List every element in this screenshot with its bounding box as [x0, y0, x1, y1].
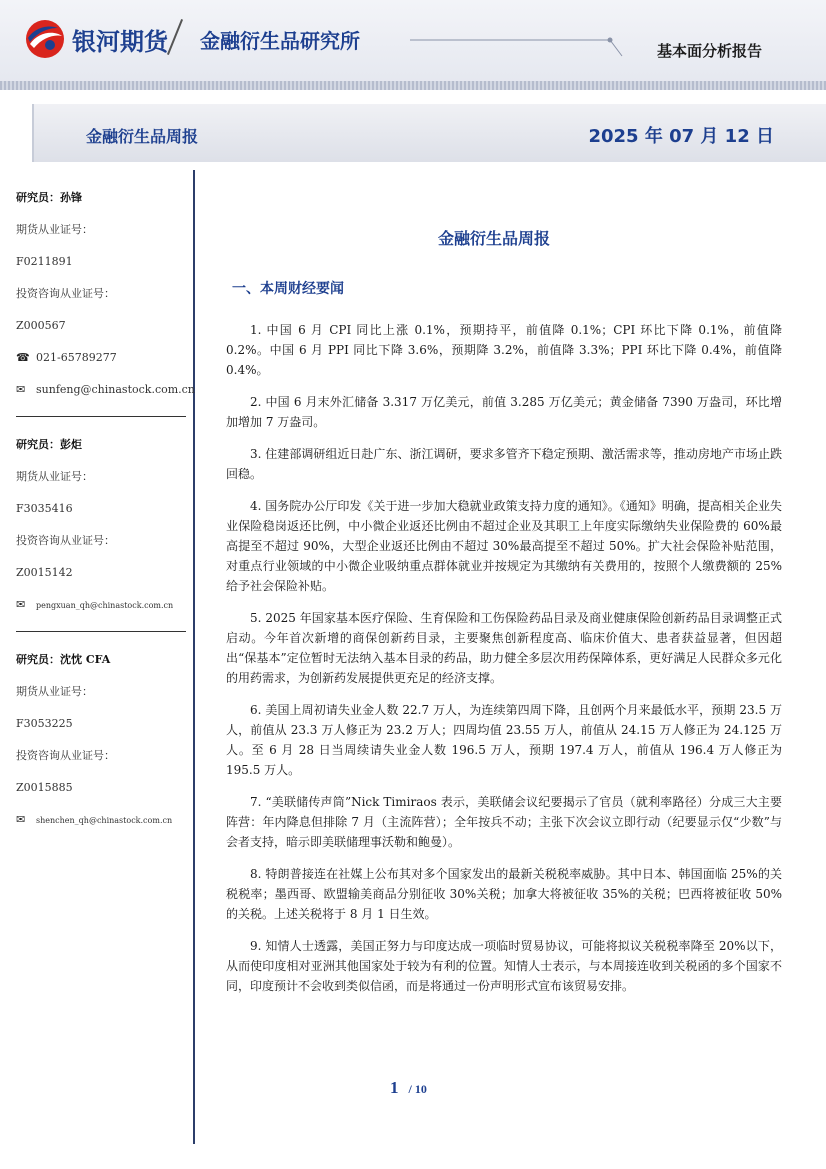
header-stripe: [0, 81, 826, 90]
news-list: [226, 320, 782, 1008]
analyst-name: 研究员：沈忱 CFA: [16, 653, 111, 666]
envelope-icon: ✉: [16, 813, 26, 826]
analyst-card: [16, 650, 188, 842]
envelope-icon: ✉: [16, 598, 26, 611]
analyst-separator: [16, 416, 186, 417]
analyst-name: 研究员：孙锋: [16, 191, 82, 204]
report-series-title: 金融衍生品周报: [86, 127, 199, 146]
envelope-icon: ✉: [16, 383, 26, 396]
invest-cert: Z000567: [16, 319, 66, 332]
news-paragraph: 9. 知情人士透露，美国正努力与印度达成一项临时贸易协议，可能将拟议关税税率降至 20%以下，从而使印度相对亚洲其他国家处于较为有利的位置。知情人士表示，与本周接连收到关税函的多个国家不同，印度预计不会收到类似信函，而是将通过一份声明形式宣布该贸易安排。: [226, 939, 782, 993]
news-paragraph: 5. 2025 年国家基本医疗保险、生育保险和工伤保险药品目录及商业健康保险创新药品目录调整正式启动。今年首次新增的商保创新药目录，主要聚焦创新程度高、临床价值大、患者获益显著，但因超出“保基本”定位暂时无法纳入基本目录的药品，助力健全多层次用药保障体系，更好满足人民群众多元化的用药需求，为创新药发展提供更充足的经济支撑。: [226, 611, 782, 685]
analyst-card: [16, 435, 188, 632]
total-pages: / 10: [408, 1082, 427, 1096]
news-paragraph: 8. 特朗普接连在社媒上公布其对多个国家发出的最新关税税率威胁。其中日本、韩国面临 25%的关税税率；墨西哥、欧盟输美商品分别征收 30%关税；加拿大将被征收 35%的关税；巴西将被征收 50%的关税。上述关税将于 8 月 1 日生效。: [226, 867, 782, 921]
news-paragraph: 1. 中国 6 月 CPI 同比上涨 0.1%，预期持平，前值降 0.1%；CPI 环比下降 0.1%，前值降 0.2%。中国 6 月 PPI 同比下降 3.6%，预期降 3.2%，前值降 3.3%；PPI 环比下降 0.4%，前值降 0.4%。: [226, 323, 782, 377]
phone-icon: ☎: [16, 351, 30, 364]
news-paragraph: 4. 国务院办公厅印发《关于进一步加大稳就业政策支持力度的通知》。《通知》明确，提高相关企业失业保险稳岗返还比例，中小微企业返还比例由不超过企业及其职工上年度实际缴纳失业保险费的 60%最高提至不超过 90%，大型企业返还比例由不超过 30%最高提至不超过 50%。扩大社会保险补贴范围，对重点行业领域的中小微企业吸纳重点群体就业并按规定为其缴纳有关费用的，按照个人缴费额的 25%给予社会保险补贴。: [226, 499, 782, 593]
sidebar-divider: [193, 170, 195, 1144]
futures-cert-label: 期货从业证号：: [16, 223, 93, 236]
invest-cert-label: 投资咨询从业证号：: [16, 749, 115, 762]
invest-cert-label: 投资咨询从业证号：: [16, 534, 115, 547]
news-paragraph: 6. 美国上周初请失业金人数 22.7 万人，为连续第四周下降，且创两个月来最低水平，预期 23.5 万人，前值从 23.3 万人修正为 23.2 万人；四周均值 23.55 万人，前值从 24.15 万人修正为 24.125 万人。至 6 月 28 日当周续请失业金人数 196.5 万人，预期 197.4 万人，前值从 196.4 万人修正为 195.5 万人。: [226, 703, 782, 777]
header-decoration: [410, 18, 630, 58]
document-title: 金融衍生品周报: [437, 229, 550, 248]
news-paragraph: 3. 住建部调研组近日赴广东、浙江调研，要求多管齐下稳定预期、激活需求等，推动房地产市场止跌回稳。: [226, 447, 782, 481]
futures-cert-label: 期货从业证号：: [16, 470, 93, 483]
page-number: [390, 1078, 427, 1098]
invest-cert: Z0015885: [16, 781, 73, 794]
news-paragraph: 2. 中国 6 月末外汇储备 3.317 万亿美元，前值 3.285 万亿美元；黄金储备 7390 万盎司，环比增加增加 7 万盎司。: [226, 395, 782, 429]
futures-cert-label: 期货从业证号：: [16, 685, 93, 698]
report-date: 2025 年 07 月 12 日: [588, 126, 774, 147]
main-content: [226, 226, 782, 993]
current-page: 1: [390, 1078, 399, 1097]
email-row: [16, 810, 188, 842]
galaxy-logo-icon: [24, 18, 66, 60]
email-row: [16, 380, 195, 412]
header-divider: [167, 19, 183, 55]
email-link[interactable]: sunfeng@chinastock.com.cn: [36, 383, 195, 396]
futures-cert: F3053225: [16, 717, 73, 730]
phone-row: [16, 348, 188, 380]
analyst-card: [16, 188, 195, 417]
invest-cert-label: 投资咨询从业证号：: [16, 287, 115, 300]
institute-name: 金融衍生品研究所: [200, 29, 360, 53]
analyst-sidebar: [16, 188, 195, 842]
email-link[interactable]: pengxuan_qh@chinastock.com.cn: [36, 601, 174, 610]
email-link[interactable]: shenchen_qh@chinastock.com.cn: [36, 816, 173, 825]
report-type: 基本面分析报告: [656, 42, 762, 60]
analyst-name: 研究员：彭炬: [16, 438, 82, 451]
analyst-separator: [16, 631, 186, 632]
title-band: [32, 104, 826, 162]
brand-name: 银河期货: [72, 28, 168, 56]
invest-cert: Z0015142: [16, 566, 73, 579]
phone-number: 021-65789277: [36, 351, 117, 364]
email-row: [16, 595, 188, 627]
section-heading: 一、本周财经要闻: [232, 281, 344, 297]
futures-cert: F0211891: [16, 255, 73, 268]
header-band: [0, 0, 826, 90]
futures-cert: F3035416: [16, 502, 73, 515]
news-paragraph: 7. “美联储传声筒”Nick Timiraos 表示，美联储会议纪要揭示了官员（就利率路径）分成三大主要阵营：年内降息但排除 7 月（主流阵营）；全年按兵不动；主张下次会议立即行动（纪要显示仅“少数”与会者支持，暗示即美联储理事沃勒和鲍曼）。: [226, 795, 782, 849]
